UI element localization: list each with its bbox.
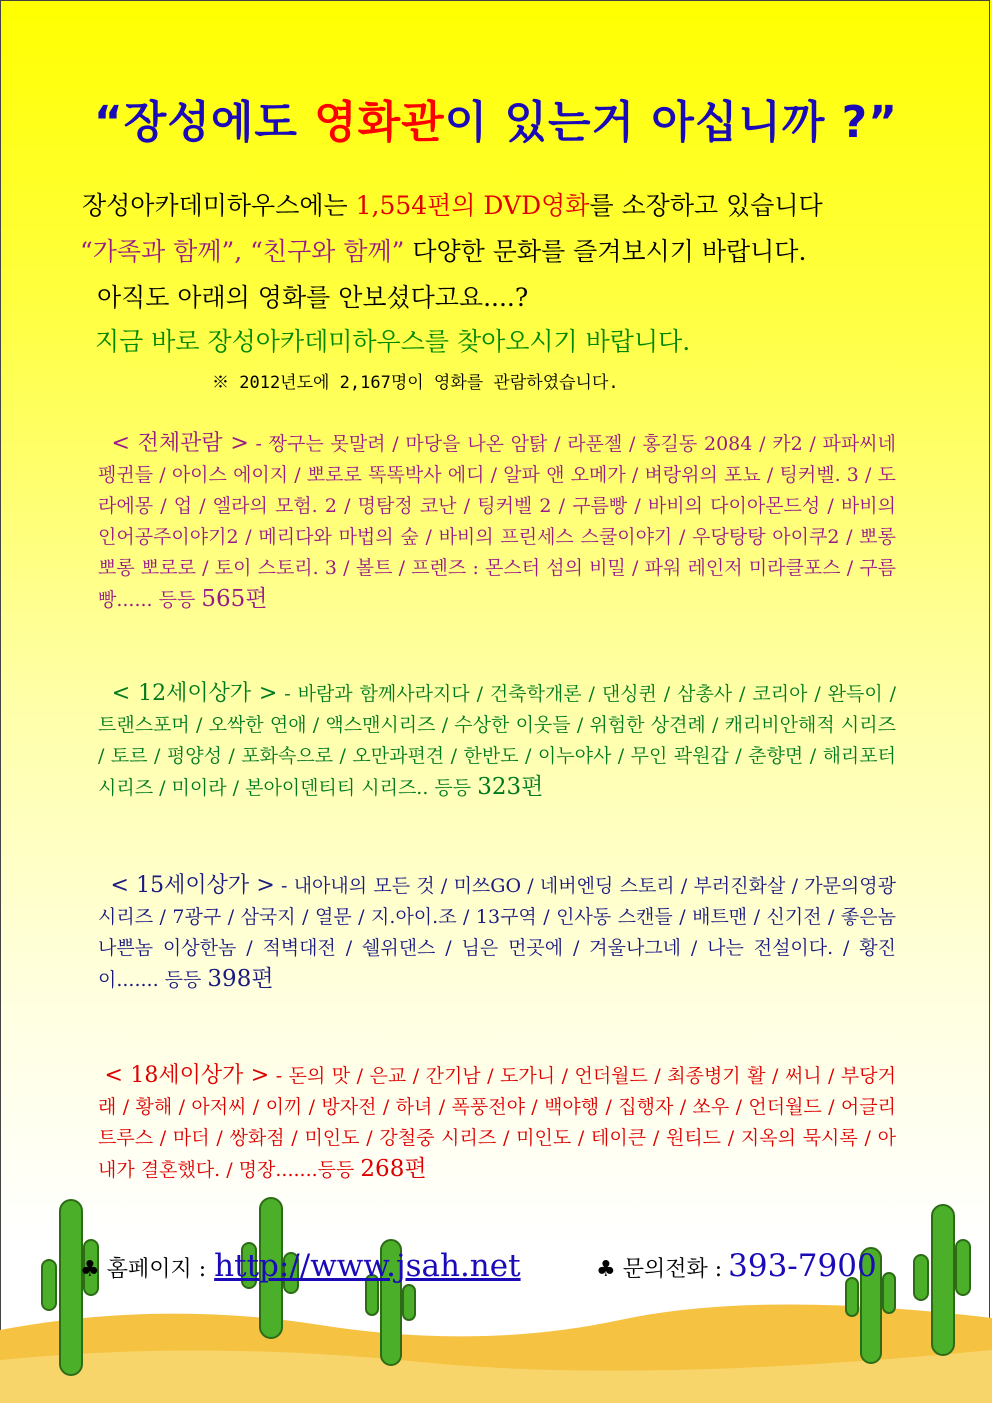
attendance-note: ※ 2012년도에 2,167명이 영화를 관람하였습니다. [212,373,619,393]
title-highlight: 영화관 [314,97,445,148]
section-heading: < 12세이상가 > [111,681,278,706]
section-count: 565편 [201,586,268,612]
section-count: 323편 [477,774,544,800]
movie-list: - 짱구는 못말려 / 마당을 나온 암탉 / 라푼젤 / 홍길동 2084 / 카2 / 파파씨네 펭귄들 / 아이스 에이지 / 뽀로로 똑똑박사 에디 / 알파 앤 오메가 / 벼랑위의 포뇨 / 팅커벨. 3 / 도라에몽 / 업 / 엘라의 모험. 2 / 명탐정 코난 / 팅커벨 2 / 구름빵 / 바비의 다이아몬드성 / 바비의 인어공주이야기2 / 메리다와 마법의 숲 / 바비의 프린세스 스쿨이야기 / 우당탕탕 아이쿠2 / 뽀롱뽀롱 뽀로로 / 토이 스토리. 3 / 볼트 / 프렌즈 : 몬스터 섬의 비밀 / 파워 레인저 미라클포스 / 구름빵...... 등등 [98,433,896,611]
family-friends-phrase: “가족과 함께”, “친구와 함께” [80,237,405,266]
movie-list: - 내아내의 모든 것 / 미쓰GO / 네버엔딩 스토리 / 부러진화살 / 가문의영광 시리즈 / 7광구 / 삼국지 / 열문 / 지.아이.조 / 13구역 / 인사동 스캔들 / 배트맨 / 신기전 / 좋은놈 나쁜놈 이상한놈 / 적벽대전 / 쉘위댄스 / 님은 먼곳에 / 겨울나그네 / 나는 전설이다. / 황진이....... 등등 [98,875,896,991]
homepage-link[interactable]: http://www.jsah.net [214,1248,521,1284]
intro-line-invite: 지금 바로 장성아카데미하우스를 찾아오시기 바랍니다. [95,327,691,356]
phone-info [596,1248,877,1284]
section-count: 268편 [360,1156,427,1182]
section-heading: < 전체관람 > [111,431,249,456]
section-count: 398편 [207,966,274,992]
intro-line-collection: 장성아카데미하우스에는 1,554편의 DVD영화를 소장하고 있습니다 [82,191,823,220]
movie-list: - 돈의 맛 / 은교 / 간기남 / 도가니 / 언더월드 / 최종병기 활 / 써니 / 부당거래 / 황해 / 아저씨 / 이끼 / 방자전 / 하녀 / 폭풍전야 / 백야행 / 집행자 / 쏘우 / 언더월드 / 어글리 트루스 / 마더 / 쌍화점 / 미인도 / 강철중 시리즈 / 미인도 / 테이큰 / 원티드 / 지옥의 묵시록 / 아내가 결혼했다. / 명장.......등등 [98,1065,896,1181]
homepage-info [80,1248,521,1284]
section-heading: < 18세이상가 > [104,1063,270,1088]
intro-line-question: 아직도 아래의 영화를 안보셨다고요....? [97,283,529,312]
homepage-label: ♣ 홈페이지 : [80,1257,207,1282]
dvd-count: 1,554편의 DVD영화 [355,191,590,220]
section-heading: < 15세이상가 > [110,873,275,898]
page-title: “장성에도 영화관이 있는거 아십니까 ?” [93,97,899,148]
movie-list: - 바람과 함께사라지다 / 건축학개론 / 댄싱퀸 / 삼총사 / 코리아 / 완득이 / 트랜스포머 / 오싹한 연애 / 액스맨시리즈 / 수상한 이웃들 / 위험한 상견례 / 캐리비안해적 시리즈 / 토르 / 평양성 / 포화속으로 / 오만과편견 / 한반도 / 이누야사 / 무인 곽원갑 / 춘향면 / 해리포터 시리즈 / 미이라 / 본아이덴티티 시리즈.. 등등 [98,683,896,799]
intro-line-family: “가족과 함께”, “친구와 함께” 다양한 문화를 즐겨보시기 바랍니다. [80,237,807,266]
phone-label: ♣ 문의전화 : [596,1257,723,1282]
phone-number: 393-7900 [728,1248,877,1284]
